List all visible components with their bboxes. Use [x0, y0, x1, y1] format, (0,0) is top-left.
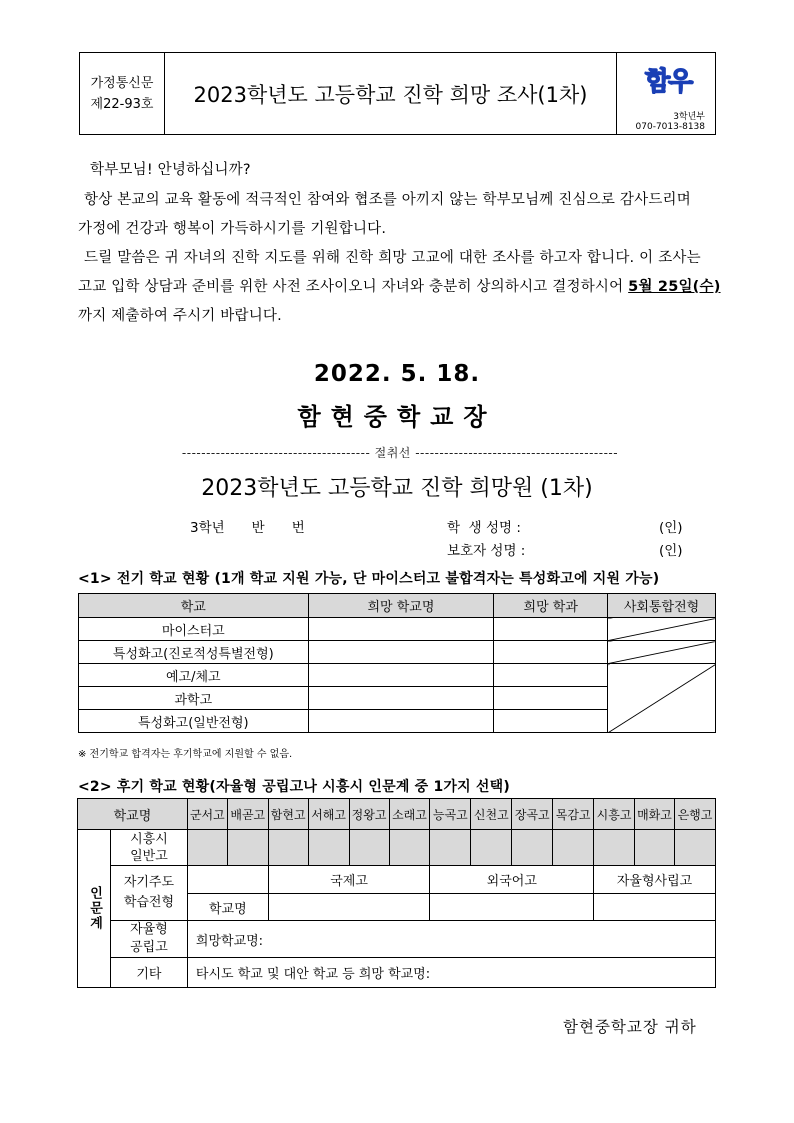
school-choice-cell[interactable] — [430, 830, 471, 866]
school-header-row — [78, 799, 716, 830]
other-row — [78, 958, 716, 988]
school-choice-cell[interactable] — [512, 830, 553, 866]
public-school-row — [78, 921, 716, 958]
paragraph2-line2-text: 고교 입학 상담과 준비를 위한 사전 조사이오니 자녀와 충분히 상의하시고 결정하시어 — [78, 279, 629, 295]
self-directed-type-row — [78, 866, 716, 894]
school-header: 시흥고 — [594, 799, 635, 830]
general-school-row — [78, 830, 716, 866]
international-school-input[interactable] — [268, 894, 430, 921]
crossed-out-cell — [608, 618, 716, 641]
section1-title: <1> 전기 학교 현황 (1개 학교 지원 가능, 단 마이스터고 불합격자는 특성화고에 지원 가능) — [78, 571, 660, 587]
department-input[interactable] — [494, 687, 608, 710]
cut-line: --------------------------------------- 절취선 ------------------------------------------ — [181, 446, 619, 460]
school-choice-cell[interactable] — [187, 830, 227, 866]
school-header: 함현고 — [268, 799, 308, 830]
parent-name-label: 보호자 성명 : — [447, 543, 526, 559]
doc-type: 가정통신문 — [90, 75, 154, 91]
school-name-label: 학교명 — [187, 894, 268, 921]
section1-note: ※ 전기학교 합격자는 후기학교에 지원할 수 없음. — [78, 749, 293, 760]
school-header: 매화고 — [635, 799, 675, 830]
col-header-department: 희망 학과 — [494, 594, 608, 618]
school-name-header: 학교명 — [78, 799, 188, 830]
student-name-label: 학 생 성명 : — [447, 520, 521, 536]
issue-date: 2022. 5. 18. — [313, 361, 481, 387]
school-choice-cell[interactable] — [674, 830, 715, 866]
school-name-input[interactable] — [308, 641, 494, 664]
general-school-label: 시흥시 일반고 — [110, 830, 187, 866]
department-input[interactable] — [494, 641, 608, 664]
foreign-language-school-input[interactable] — [430, 894, 594, 921]
school-choice-cell[interactable] — [553, 830, 594, 866]
school-header: 능곡고 — [430, 799, 471, 830]
table-header-row — [79, 594, 716, 618]
department-input[interactable] — [494, 710, 608, 733]
school-choice-cell[interactable] — [471, 830, 512, 866]
paragraph1-line2: 가정에 건강과 행복이 가득하시기를 기원합니다. — [78, 221, 387, 237]
school-logo: 함우 — [645, 67, 692, 97]
early-school-table — [78, 593, 716, 733]
table-row — [79, 641, 716, 664]
student-seal: (인) — [659, 520, 683, 536]
school-name-input[interactable] — [308, 664, 494, 687]
school-header: 배곧고 — [227, 799, 268, 830]
doc-number: 제22-93호 — [90, 96, 154, 112]
col-header-social-integration: 사회통합전형 — [608, 594, 716, 618]
department-input[interactable] — [494, 618, 608, 641]
school-header: 장곡고 — [512, 799, 553, 830]
row-label-meister: 마이스터고 — [79, 618, 309, 641]
phone-number: 070-7013-8138 — [635, 122, 705, 132]
autonomous-private-school-input[interactable] — [594, 894, 716, 921]
type-foreign-language: 외국어고 — [430, 866, 594, 894]
school-choice-cell[interactable] — [635, 830, 675, 866]
doc-number-cell — [80, 53, 165, 135]
school-name-input[interactable] — [308, 710, 494, 733]
table-row — [79, 664, 716, 687]
addressee: 함현중학교장 귀하 — [563, 1018, 697, 1036]
school-header: 정왕고 — [349, 799, 389, 830]
school-header: 소래고 — [389, 799, 430, 830]
row-label-specialized-special: 특성화고(진로적성특별전형) — [79, 641, 309, 664]
school-header: 군서고 — [187, 799, 227, 830]
school-name-input[interactable] — [308, 687, 494, 710]
greeting: 학부모님! 안녕하십니까? — [90, 162, 251, 178]
page-title: 2023학년도 고등학교 진학 희망 조사(1차) — [165, 53, 617, 135]
school-choice-cell[interactable] — [349, 830, 389, 866]
col-header-school: 학교 — [79, 594, 309, 618]
school-header: 신천고 — [471, 799, 512, 830]
parent-seal: (인) — [659, 543, 683, 559]
table-row — [79, 618, 716, 641]
paragraph2-line1: 드릴 말씀은 귀 자녀의 진학 지도를 위해 진학 희망 고교에 대한 조사를 하고자 합니다. 이 조사는 — [84, 250, 701, 266]
school-name-input[interactable] — [308, 618, 494, 641]
school-choice-cell[interactable] — [308, 830, 349, 866]
other-label: 기타 — [110, 958, 187, 988]
department: 3학년부 — [673, 112, 705, 122]
paragraph2-line2 — [78, 275, 721, 296]
row-label-specialized-general: 특성화고(일반전형) — [79, 710, 309, 733]
col-header-school-name: 희망 학교명 — [308, 594, 494, 618]
grade-class-number: 3학년 반 번 — [190, 520, 305, 536]
school-header: 서해고 — [308, 799, 349, 830]
humanities-group-label: 인문계 — [78, 830, 111, 988]
other-school-input[interactable]: 타시도 학교 및 대안 학교 등 희망 학교명: — [187, 958, 715, 988]
form-title: 2023학년도 고등학교 진학 희망원 (1차) — [201, 476, 593, 501]
deadline: 5월 25일(수) — [628, 279, 721, 295]
paragraph1-line1: 항상 본교의 교육 활동에 적극적인 참여와 협조를 아끼지 않는 학부모님께 진심으로 감사드리며 — [84, 192, 691, 208]
school-choice-cell[interactable] — [594, 830, 635, 866]
row-label-science: 과학고 — [79, 687, 309, 710]
type-autonomous-private: 자율형사립고 — [594, 866, 716, 894]
late-school-table — [77, 798, 716, 988]
school-choice-cell[interactable] — [389, 830, 430, 866]
self-directed-label: 자기주도 학습전형 — [110, 866, 187, 921]
autonomous-public-label: 자율형 공립고 — [110, 921, 187, 958]
school-header: 목감고 — [553, 799, 594, 830]
school-header: 은행고 — [674, 799, 715, 830]
school-logo-cell — [617, 53, 716, 135]
school-choice-cell[interactable] — [268, 830, 308, 866]
paragraph2-line3: 까지 제출하여 주시기 바랍니다. — [78, 308, 282, 324]
crossed-out-cell — [608, 664, 716, 733]
school-choice-cell[interactable] — [227, 830, 268, 866]
public-school-input[interactable]: 희망학교명: — [187, 921, 715, 958]
principal-signature: 함현중학교장 — [297, 403, 497, 431]
department-input[interactable] — [494, 664, 608, 687]
section2-title: <2> 후기 학교 현황(자율형 공립고나 시흥시 인문계 중 1가지 선택) — [78, 779, 510, 795]
crossed-out-cell — [608, 641, 716, 664]
type-international: 국제고 — [268, 866, 430, 894]
empty-cell — [187, 866, 268, 894]
header-box — [79, 52, 716, 135]
row-label-arts-sports: 예고/체고 — [79, 664, 309, 687]
